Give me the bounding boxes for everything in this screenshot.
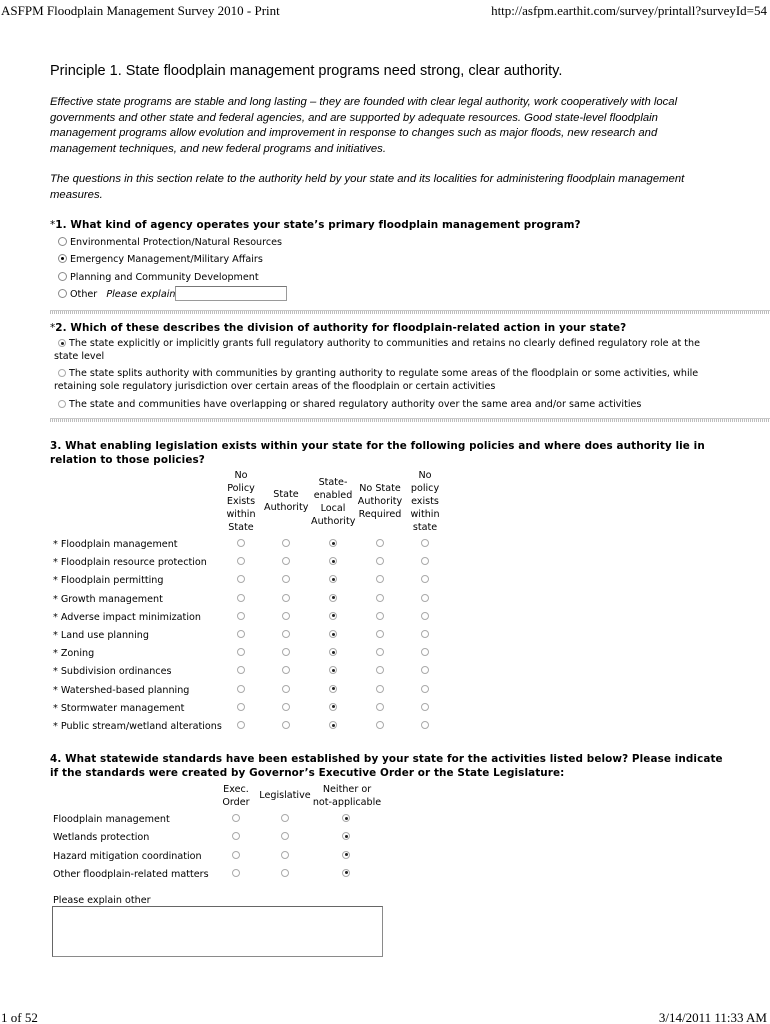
radio-button[interactable]: [58, 369, 66, 377]
q3-row-label: * Stormwater management: [53, 702, 185, 714]
q4-radio[interactable]: [232, 814, 240, 822]
q3-radio[interactable]: [376, 721, 384, 729]
q3-row-label: * Floodplain permitting: [53, 575, 164, 587]
q3-radio[interactable]: [282, 703, 290, 711]
q3-radio[interactable]: [282, 666, 290, 674]
q3-col-no-policy: No Policy Exists within State: [226, 470, 256, 533]
q3-radio[interactable]: [237, 612, 245, 620]
radio-button-selected[interactable]: [58, 339, 66, 347]
question-4-title: 4. What statewide standards have been established by your state for the activities listed below? Please indicate if the standards were created by Governor’s Executive Order or the State Legislature:: [50, 753, 723, 779]
q4-radio-selected[interactable]: [342, 814, 350, 822]
q3-radio[interactable]: [421, 557, 429, 565]
q2-option-full-community[interactable]: [54, 337, 714, 363]
q3-radio[interactable]: [237, 648, 245, 656]
print-header-title: ASFPM Floodplain Management Survey 2010 - Print: [1, 3, 280, 18]
q3-radio[interactable]: [376, 557, 384, 565]
q3-row-label: * Zoning: [53, 648, 95, 660]
q4-radio-selected[interactable]: [342, 832, 350, 840]
question-2-text: 2. Which of these describes the division of authority for floodplain-related action in your state?: [55, 322, 627, 334]
q3-row-label: * Floodplain management: [53, 539, 178, 550]
q3-radio-selected[interactable]: [329, 557, 337, 565]
q3-radio[interactable]: [237, 666, 245, 674]
page-number: 1 of 52: [1, 1010, 38, 1024]
intro-paragraph-2: The questions in this section relate to the authority held by your state and its localities for administering floodplain management measures.: [50, 173, 685, 201]
q1-other-explain-input[interactable]: [175, 286, 287, 301]
q3-radio[interactable]: [421, 721, 429, 729]
radio-button[interactable]: [58, 272, 67, 281]
q3-radio[interactable]: [376, 612, 384, 620]
q3-radio[interactable]: [421, 685, 429, 693]
radio-button[interactable]: [58, 289, 67, 298]
q4-radio[interactable]: [232, 832, 240, 840]
q3-radio[interactable]: [421, 666, 429, 674]
q3-radio[interactable]: [421, 594, 429, 602]
option-label: Environmental Protection/Natural Resources: [70, 237, 283, 248]
q3-radio-selected[interactable]: [329, 594, 337, 602]
option-label: The state and communities have overlapping or shared regulatory authority over the same area and/or same activities: [69, 399, 642, 410]
q4-radio[interactable]: [232, 869, 240, 877]
q3-col-state-enabled-local: State-enabled Local Authority: [311, 477, 356, 527]
q3-radio-selected[interactable]: [329, 703, 337, 711]
q3-radio[interactable]: [421, 630, 429, 638]
option-label: Planning and Community Development: [70, 272, 259, 283]
q4-row-label: Floodplain management: [53, 814, 170, 825]
q3-radio[interactable]: [376, 630, 384, 638]
q3-radio-selected[interactable]: [329, 648, 337, 656]
q3-radio[interactable]: [282, 630, 290, 638]
q3-radio-selected[interactable]: [329, 666, 337, 674]
q3-radio[interactable]: [282, 648, 290, 656]
q2-option-shared[interactable]: [54, 398, 641, 411]
q3-radio[interactable]: [237, 630, 245, 638]
q4-row-label: Wetlands protection: [53, 832, 150, 844]
q3-radio-selected[interactable]: [329, 575, 337, 583]
q3-col-no-policy-lower: No policy exists within state: [410, 470, 440, 533]
q3-radio[interactable]: [282, 575, 290, 583]
q3-radio[interactable]: [376, 594, 384, 602]
q3-radio-selected[interactable]: [329, 721, 337, 729]
q4-col-exec-order: Exec. Order: [222, 784, 250, 808]
q3-col-no-state-authority: No State Authority Required: [357, 483, 403, 520]
q1-option-planning[interactable]: [58, 271, 259, 284]
question-2-title: [50, 321, 626, 335]
q3-radio[interactable]: [421, 648, 429, 656]
q3-radio[interactable]: [282, 594, 290, 602]
q3-radio[interactable]: [376, 575, 384, 583]
q3-row-label: * Watershed-based planning: [53, 684, 190, 696]
q1-option-environmental[interactable]: [58, 236, 282, 249]
other-explain-label: Please explain: [106, 289, 176, 300]
q4-radio[interactable]: [232, 851, 240, 859]
option-label: The state explicitly or implicitly grants full regulatory authority to communities and retains no clearly defined regulatory role at the state level: [54, 338, 701, 362]
q3-row-label: * Subdivision ordinances: [53, 666, 172, 678]
q3-radio[interactable]: [376, 666, 384, 674]
radio-button-selected[interactable]: [58, 254, 67, 263]
q3-radio[interactable]: [282, 557, 290, 565]
q4-radio[interactable]: [281, 814, 289, 822]
q3-radio-selected[interactable]: [329, 539, 337, 547]
q3-radio[interactable]: [237, 539, 245, 547]
q3-radio-selected[interactable]: [329, 685, 337, 693]
q4-radio[interactable]: [281, 832, 289, 840]
q3-row-label: * Growth management: [53, 593, 163, 605]
q4-row-label: Other floodplain-related matters: [53, 868, 209, 880]
q3-radio[interactable]: [421, 612, 429, 620]
q3-radio[interactable]: [376, 539, 384, 547]
section-divider: [50, 418, 770, 422]
q4-radio[interactable]: [281, 851, 289, 859]
required-mark: *: [50, 219, 56, 231]
q3-row-label: * Land use planning: [53, 630, 149, 641]
q3-radio[interactable]: [237, 703, 245, 711]
q3-radio[interactable]: [237, 575, 245, 583]
q3-radio[interactable]: [376, 685, 384, 693]
q3-radio[interactable]: [421, 539, 429, 547]
print-footer: [0, 1010, 770, 1024]
option-label: Emergency Management/Military Affairs: [70, 254, 263, 265]
q4-col-legislative: Legislative: [259, 790, 311, 801]
q3-radio[interactable]: [282, 612, 290, 620]
q4-radio[interactable]: [281, 869, 289, 877]
question-1-text: 1. What kind of agency operates your state’s primary floodplain management program?: [55, 219, 581, 231]
q3-row-label: * Floodplain resource protection: [53, 557, 207, 569]
q3-radio[interactable]: [376, 703, 384, 711]
q3-radio[interactable]: [237, 557, 245, 565]
question-1-title: [50, 218, 581, 232]
q3-radio[interactable]: [237, 721, 245, 729]
print-header: [0, 3, 770, 21]
print-timestamp: 3/14/2011 11:33 AM: [658, 1010, 767, 1024]
option-label: The state splits authority with communities by granting authority to regulate some areas of the floodplain or some activities, while retaining sole regulatory jurisdiction over certain areas of the floodplain or certain activities: [54, 368, 699, 392]
radio-button[interactable]: [58, 400, 66, 408]
question-3-title: 3. What enabling legislation exists within your state for the following policies and where does authority lie in relation to those policies?: [50, 440, 705, 466]
q4-radio-selected[interactable]: [342, 869, 350, 877]
q3-radio-selected[interactable]: [329, 630, 337, 638]
q4-explain-label: Please explain other: [53, 895, 151, 906]
q4-radio-selected[interactable]: [342, 851, 350, 859]
q2-option-split[interactable]: [54, 367, 714, 393]
q4-explain-textarea[interactable]: [52, 906, 383, 957]
print-header-url: http://asfpm.earthit.com/survey/printall?surveyId=54: [491, 3, 767, 18]
q3-row-label: * Adverse impact minimization: [53, 611, 201, 623]
q3-radio-selected[interactable]: [329, 612, 337, 620]
q3-radio[interactable]: [282, 685, 290, 693]
q1-option-emergency[interactable]: [58, 253, 263, 266]
q3-radio[interactable]: [282, 539, 290, 547]
q4-row-label: Hazard mitigation coordination: [53, 850, 202, 862]
intro-paragraph-1: Effective state programs are stable and long lasting – they are founded with clear legal authority, work cooperatively with local governments and other state and federal agencies, and are supported by adequate resources. Good state-level floodplain management programs allow evolution and improvement in response to changes such as major floods, new research and management techniques, and new federal programs and initiatives.: [50, 96, 678, 155]
section-divider: [50, 310, 770, 314]
q3-radio[interactable]: [376, 648, 384, 656]
q3-radio[interactable]: [421, 575, 429, 583]
q3-radio[interactable]: [237, 594, 245, 602]
q3-radio[interactable]: [282, 721, 290, 729]
q4-col-neither: Neither or not-applicable: [312, 784, 382, 808]
option-label: Other: [70, 289, 98, 300]
principle-title: Principle 1. State floodplain management programs need strong, clear authority.: [50, 63, 563, 79]
q3-row-label: * Public stream/wetland alterations: [53, 721, 222, 732]
q1-option-other[interactable]: [58, 288, 175, 301]
q3-col-state-authority: State Authority: [264, 489, 309, 513]
radio-button[interactable]: [58, 237, 67, 246]
required-mark: *: [50, 322, 56, 334]
q3-radio[interactable]: [237, 685, 245, 693]
q3-radio[interactable]: [421, 703, 429, 711]
